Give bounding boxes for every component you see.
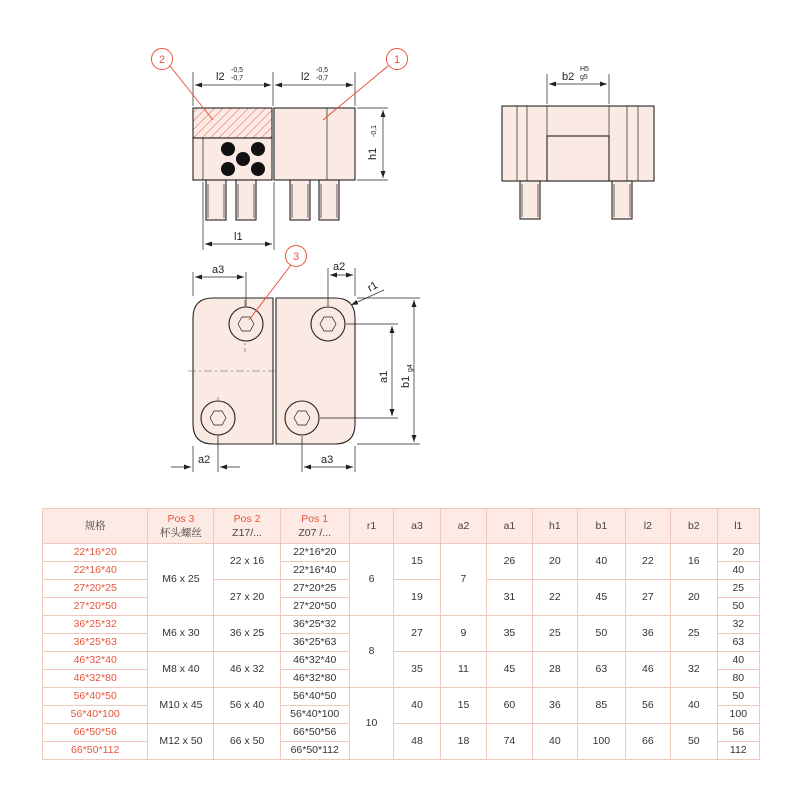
a3-cell: 27 — [394, 616, 440, 652]
b1-cell: 85 — [578, 688, 626, 724]
table-row — [43, 652, 760, 670]
a3-cell: 40 — [394, 688, 440, 724]
pos2-cell: 36 x 25 — [214, 616, 280, 652]
pos1-cell: 27*20*25 — [280, 580, 349, 598]
b2-cell: 40 — [671, 688, 717, 724]
b1-cell: 40 — [578, 544, 626, 580]
a3-cell: 48 — [394, 724, 440, 760]
pos1-cell: 56*40*100 — [280, 706, 349, 724]
dim-l2-tol-upper-left: -0,5 — [231, 67, 244, 74]
l2-cell: 22 — [625, 544, 670, 580]
col-header: a2 — [440, 509, 486, 544]
spec-cell: 36*25*32 — [43, 616, 148, 634]
dim-a1-label: a1 — [378, 370, 390, 383]
a1-cell: 60 — [487, 688, 532, 724]
l2-cell: 56 — [625, 688, 670, 724]
h1-cell: 36 — [532, 688, 577, 724]
dim-l2-label-right: l2 — [301, 71, 310, 83]
a3-cell: 15 — [394, 544, 440, 580]
pos2-cell: 56 x 40 — [214, 688, 280, 724]
col-header: b1 — [578, 509, 626, 544]
dim-b1-label: b1 — [400, 375, 412, 388]
h1-cell: 28 — [532, 652, 577, 688]
spec-cell: 66*50*112 — [43, 742, 148, 760]
col-header: a1 — [487, 509, 532, 544]
pos2-cell: 66 x 50 — [214, 724, 280, 760]
pos1-cell: 22*16*20 — [280, 544, 349, 562]
dim-b2-label: b2 — [562, 71, 575, 83]
dim-h1-tol: -0,1 — [371, 124, 378, 137]
b1-cell: 100 — [578, 724, 626, 760]
a1-cell: 26 — [487, 544, 532, 580]
l1-cell: 40 — [717, 652, 759, 670]
part-1-body — [274, 108, 355, 180]
dim-l2-tol-lower-right: -0,7 — [316, 75, 329, 82]
r1-cell: 8 — [349, 616, 393, 688]
pos3-cell: M8 x 40 — [148, 652, 214, 688]
table-row — [43, 616, 760, 634]
h1-cell: 20 — [532, 544, 577, 580]
a2-cell: 9 — [440, 616, 486, 652]
l1-cell: 112 — [717, 742, 759, 760]
dim-b2 — [547, 66, 609, 104]
l2-cell: 66 — [625, 724, 670, 760]
a3-cell: 35 — [394, 652, 440, 688]
b1-cell: 63 — [578, 652, 626, 688]
callout-3-label: 3 — [292, 251, 300, 263]
a1-cell: 74 — [487, 724, 532, 760]
front-screws — [206, 180, 339, 220]
spec-cell: 22*16*40 — [43, 562, 148, 580]
b2-cell: 50 — [671, 724, 717, 760]
b2-cell: 20 — [671, 580, 717, 616]
l2-cell: 36 — [625, 616, 670, 652]
table-row — [43, 688, 760, 706]
pos2-cell: 22 x 16 — [214, 544, 280, 580]
l1-cell: 50 — [717, 688, 759, 706]
h1-cell: 25 — [532, 616, 577, 652]
col-header: b2 — [671, 509, 717, 544]
spec-cell: 46*32*40 — [43, 652, 148, 670]
l2-cell: 27 — [625, 580, 670, 616]
spec-cell: 22*16*20 — [43, 544, 148, 562]
a2-cell: 11 — [440, 652, 486, 688]
pos1-cell: 66*50*56 — [280, 724, 349, 742]
b2-cell: 25 — [671, 616, 717, 652]
dim-r1 — [351, 279, 384, 305]
a2-cell: 7 — [440, 544, 486, 616]
a1-cell: 35 — [487, 616, 532, 652]
col-header: l2 — [625, 509, 670, 544]
l1-cell: 25 — [717, 580, 759, 598]
pos1-cell: 56*40*50 — [280, 688, 349, 706]
spec-cell: 27*20*25 — [43, 580, 148, 598]
l1-cell: 100 — [717, 706, 759, 724]
dim-b2-tol-lower: g5 — [580, 74, 588, 81]
dim-l2-tol-lower-left: -0,7 — [231, 75, 244, 82]
spec-cell: 27*20*50 — [43, 598, 148, 616]
spec-cell: 56*40*50 — [43, 688, 148, 706]
pos2-cell: 27 x 20 — [214, 580, 280, 616]
side-screws — [520, 181, 632, 219]
a1-cell: 45 — [487, 652, 532, 688]
spec-cell: 56*40*100 — [43, 706, 148, 724]
a2-cell: 15 — [440, 688, 486, 724]
l1-cell: 32 — [717, 616, 759, 634]
dim-a2-bottom-label: a2 — [198, 454, 211, 466]
l1-cell: 40 — [717, 562, 759, 580]
l1-cell: 80 — [717, 670, 759, 688]
l1-cell: 63 — [717, 634, 759, 652]
pos1-cell: 27*20*50 — [280, 598, 349, 616]
dim-h1 — [357, 108, 388, 180]
l1-cell: 56 — [717, 724, 759, 742]
r1-cell: 6 — [349, 544, 393, 616]
dim-r1-label: r1 — [365, 279, 380, 295]
dim-l2-label-left: l2 — [216, 71, 225, 83]
callout-1 — [323, 49, 408, 121]
dim-h1-label: h1 — [367, 147, 379, 160]
dim-a3-top-label: a3 — [212, 264, 225, 276]
pos3-cell: M6 x 25 — [148, 544, 214, 616]
spec-cell: 36*25*63 — [43, 634, 148, 652]
a3-cell: 19 — [394, 580, 440, 616]
b2-cell: 16 — [671, 544, 717, 580]
pos1-cell: 36*25*32 — [280, 616, 349, 634]
h1-cell: 22 — [532, 580, 577, 616]
side-view — [502, 66, 654, 219]
col-header: Pos 3 杯头螺丝 — [148, 509, 214, 544]
r1-cell: 10 — [349, 688, 393, 760]
col-header: a3 — [394, 509, 440, 544]
h1-cell: 40 — [532, 724, 577, 760]
dim-l2 — [193, 67, 355, 106]
spec-cell: 66*50*56 — [43, 724, 148, 742]
b2-cell: 32 — [671, 652, 717, 688]
dim-l2-tol-upper-right: -0,5 — [316, 67, 329, 74]
pos2-cell: 46 x 32 — [214, 652, 280, 688]
pos1-cell: 46*32*40 — [280, 652, 349, 670]
l1-cell: 50 — [717, 598, 759, 616]
top-view — [171, 261, 420, 472]
col-header: 规格 — [43, 509, 148, 544]
pos1-cell: 66*50*112 — [280, 742, 349, 760]
part-2-hatched-block — [193, 108, 272, 138]
pos1-cell: 46*32*80 — [280, 670, 349, 688]
pos1-cell: 22*16*40 — [280, 562, 349, 580]
dim-a2-top-label: a2 — [333, 261, 346, 273]
col-header: Pos 2 Z17/... — [214, 509, 280, 544]
pos3-cell: M10 x 45 — [148, 688, 214, 724]
b1-cell: 45 — [578, 580, 626, 616]
table-header-row — [43, 509, 760, 544]
callout-1-label: 1 — [393, 54, 401, 66]
spec-cell: 46*32*80 — [43, 670, 148, 688]
a2-cell: 18 — [440, 724, 486, 760]
callout-2-label: 2 — [158, 54, 166, 66]
dim-l1-label: l1 — [234, 231, 243, 243]
dim-a3-bottom-label: a3 — [321, 454, 334, 466]
col-header: h1 — [532, 509, 577, 544]
dim-b2-tol-upper: H5 — [580, 66, 589, 73]
b1-cell: 50 — [578, 616, 626, 652]
a1-cell: 31 — [487, 580, 532, 616]
col-header: Pos 1 Z07 /... — [280, 509, 349, 544]
dim-b1-tol: g4 — [407, 364, 414, 372]
table-row — [43, 724, 760, 742]
pos3-cell: M12 x 50 — [148, 724, 214, 760]
l2-cell: 46 — [625, 652, 670, 688]
table-row — [43, 544, 760, 562]
pos1-cell: 36*25*63 — [280, 634, 349, 652]
l1-cell: 20 — [717, 544, 759, 562]
pos3-cell: M6 x 30 — [148, 616, 214, 652]
spec-table — [42, 508, 760, 760]
front-view — [193, 67, 388, 250]
col-header: l1 — [717, 509, 759, 544]
col-header: r1 — [349, 509, 393, 544]
